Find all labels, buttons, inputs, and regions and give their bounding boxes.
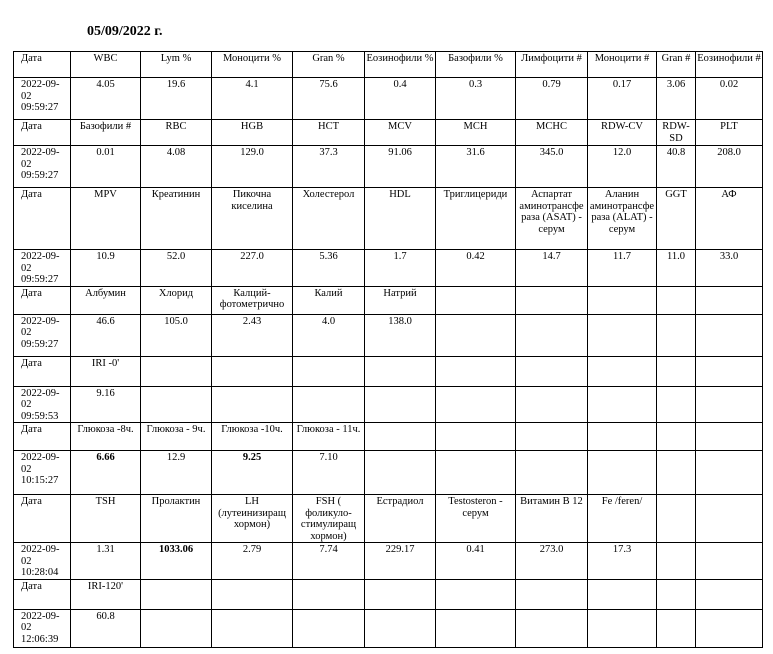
result-value-cell (436, 609, 516, 647)
date-label-cell: Дата (14, 120, 71, 146)
result-value-cell: 3.06 (657, 78, 696, 120)
test-name-cell (516, 579, 588, 609)
test-name-cell: MPV (71, 188, 141, 250)
header-row (14, 423, 763, 451)
test-name-cell (436, 356, 516, 386)
test-name-cell: GGT (657, 188, 696, 250)
test-name-cell: Калий (293, 286, 365, 314)
result-value-cell: 1.31 (71, 543, 141, 580)
test-name-cell: Албумин (71, 286, 141, 314)
test-name-cell: LH (лутеинизиращ хормон) (212, 495, 293, 543)
test-name-cell: Базофили # (71, 120, 141, 146)
test-name-cell: FSH ( фоликуло-стимулиращ хормон) (293, 495, 365, 543)
header-row (14, 120, 763, 146)
header-row (14, 356, 763, 386)
result-value-cell: 11.7 (588, 250, 657, 287)
result-value-cell: 0.01 (71, 146, 141, 188)
result-value-cell (436, 451, 516, 495)
result-value-cell (436, 386, 516, 423)
test-name-cell: Витамин В 12 (516, 495, 588, 543)
result-value-cell: 227.0 (212, 250, 293, 287)
result-value-cell: 1.7 (365, 250, 436, 287)
result-value-cell: 0.4 (365, 78, 436, 120)
result-value-cell: 4.1 (212, 78, 293, 120)
test-name-cell: IRI -0' (71, 356, 141, 386)
date-cell: 2022-09-02 09:59:27 (14, 250, 71, 287)
result-value-cell: 345.0 (516, 146, 588, 188)
result-value-cell: 0.79 (516, 78, 588, 120)
result-value-cell (696, 451, 763, 495)
test-name-cell (696, 356, 763, 386)
result-value-cell: 208.0 (696, 146, 763, 188)
result-value-cell (657, 451, 696, 495)
test-name-cell: HDL (365, 188, 436, 250)
date-cell: 2022-09-02 10:28:04 (14, 543, 71, 580)
result-value-cell: 4.05 (71, 78, 141, 120)
result-value-cell: 14.7 (516, 250, 588, 287)
date-label-cell: Дата (14, 286, 71, 314)
result-value-cell: 37.3 (293, 146, 365, 188)
result-value-cell: 2.79 (212, 543, 293, 580)
test-name-cell: Пикочна киселина (212, 188, 293, 250)
result-value-cell (657, 314, 696, 356)
header-row (14, 579, 763, 609)
result-value-cell: 17.3 (588, 543, 657, 580)
test-name-cell: Естрадиол (365, 495, 436, 543)
test-name-cell: Глюкоза -10ч. (212, 423, 293, 451)
values-row (14, 78, 763, 120)
result-value-cell (293, 609, 365, 647)
test-name-cell: MCV (365, 120, 436, 146)
result-value-cell: 5.36 (293, 250, 365, 287)
test-name-cell: HCT (293, 120, 365, 146)
test-name-cell (657, 495, 696, 543)
result-value-cell: 129.0 (212, 146, 293, 188)
result-value-cell (212, 386, 293, 423)
result-value-cell (436, 314, 516, 356)
result-value-cell: 91.06 (365, 146, 436, 188)
test-name-cell (516, 286, 588, 314)
result-value-cell (141, 386, 212, 423)
result-value-cell: 1033.06 (141, 543, 212, 580)
result-value-cell (657, 609, 696, 647)
test-name-cell: Еозинофили % (365, 52, 436, 78)
test-name-cell (365, 356, 436, 386)
result-value-cell: 4.08 (141, 146, 212, 188)
test-name-cell (141, 356, 212, 386)
test-name-cell (657, 286, 696, 314)
result-value-cell (141, 609, 212, 647)
test-name-cell: RDW-CV (588, 120, 657, 146)
test-name-cell: TSH (71, 495, 141, 543)
lab-results-table (13, 51, 763, 648)
result-value-cell: 0.42 (436, 250, 516, 287)
test-name-cell (212, 579, 293, 609)
values-row (14, 543, 763, 580)
test-name-cell: Аспартат аминотрансфераза (ASAT) - серум (516, 188, 588, 250)
date-cell: 2022-09-02 09:59:27 (14, 314, 71, 356)
header-row (14, 495, 763, 543)
test-name-cell: PLT (696, 120, 763, 146)
test-name-cell: Глюкоза -8ч. (71, 423, 141, 451)
result-value-cell: 19.6 (141, 78, 212, 120)
result-value-cell (516, 386, 588, 423)
test-name-cell: MCH (436, 120, 516, 146)
test-name-cell (696, 579, 763, 609)
result-value-cell (696, 609, 763, 647)
result-value-cell: 60.8 (71, 609, 141, 647)
test-name-cell: MCHC (516, 120, 588, 146)
result-value-cell (588, 451, 657, 495)
test-name-cell (588, 286, 657, 314)
date-label-cell: Дата (14, 188, 71, 250)
date-cell: 2022-09-02 09:59:27 (14, 146, 71, 188)
result-value-cell: 75.6 (293, 78, 365, 120)
test-name-cell: Lym % (141, 52, 212, 78)
date-cell: 2022-09-02 09:59:27 (14, 78, 71, 120)
result-value-cell: 105.0 (141, 314, 212, 356)
result-value-cell: 12.0 (588, 146, 657, 188)
test-name-cell: Хлорид (141, 286, 212, 314)
test-name-cell (657, 423, 696, 451)
header-row (14, 52, 763, 78)
test-name-cell: Моноцити # (588, 52, 657, 78)
test-name-cell: Gran % (293, 52, 365, 78)
result-value-cell (696, 314, 763, 356)
result-value-cell: 33.0 (696, 250, 763, 287)
test-name-cell: Калций-фотометрично (212, 286, 293, 314)
test-name-cell (696, 495, 763, 543)
date-label-cell: Дата (14, 423, 71, 451)
test-name-cell: Креатинин (141, 188, 212, 250)
test-name-cell (293, 356, 365, 386)
result-value-cell (365, 609, 436, 647)
result-value-cell: 12.9 (141, 451, 212, 495)
date-cell: 2022-09-02 09:59:53 (14, 386, 71, 423)
test-name-cell: Еозинофили # (696, 52, 763, 78)
result-value-cell (365, 386, 436, 423)
test-name-cell (696, 423, 763, 451)
test-name-cell (516, 423, 588, 451)
test-name-cell: Testosteron - серум (436, 495, 516, 543)
result-value-cell: 229.17 (365, 543, 436, 580)
header-row (14, 188, 763, 250)
result-value-cell: 7.10 (293, 451, 365, 495)
date-label-cell: Дата (14, 579, 71, 609)
date-cell: 2022-09-02 12:06:39 (14, 609, 71, 647)
result-value-cell (212, 609, 293, 647)
result-value-cell (293, 386, 365, 423)
date-label-cell: Дата (14, 52, 71, 78)
result-value-cell: 9.16 (71, 386, 141, 423)
result-value-cell: 0.3 (436, 78, 516, 120)
result-value-cell (657, 543, 696, 580)
test-name-cell: Моноцити % (212, 52, 293, 78)
values-row (14, 609, 763, 647)
result-value-cell (516, 609, 588, 647)
result-value-cell (696, 543, 763, 580)
result-value-cell: 7.74 (293, 543, 365, 580)
date-label-cell: Дата (14, 356, 71, 386)
result-value-cell: 9.25 (212, 451, 293, 495)
test-name-cell: Аланин аминотрансфераза (ALAT) - серум (588, 188, 657, 250)
result-value-cell: 138.0 (365, 314, 436, 356)
test-name-cell (212, 356, 293, 386)
date-label-cell: Дата (14, 495, 71, 543)
test-name-cell (516, 356, 588, 386)
test-name-cell (293, 579, 365, 609)
result-value-cell (588, 314, 657, 356)
result-value-cell (696, 386, 763, 423)
values-row (14, 386, 763, 423)
test-name-cell (657, 579, 696, 609)
test-name-cell (588, 579, 657, 609)
result-value-cell: 273.0 (516, 543, 588, 580)
test-name-cell: АФ (696, 188, 763, 250)
test-name-cell: RBC (141, 120, 212, 146)
result-value-cell: 4.0 (293, 314, 365, 356)
test-name-cell: Пролактин (141, 495, 212, 543)
values-row (14, 250, 763, 287)
test-name-cell: WBC (71, 52, 141, 78)
result-value-cell (657, 386, 696, 423)
test-name-cell: Триглицериди (436, 188, 516, 250)
test-name-cell (588, 356, 657, 386)
test-name-cell (365, 423, 436, 451)
result-value-cell (516, 451, 588, 495)
test-name-cell (436, 286, 516, 314)
test-name-cell: Базофили % (436, 52, 516, 78)
result-value-cell: 52.0 (141, 250, 212, 287)
test-name-cell (588, 423, 657, 451)
test-name-cell: Лимфоцити # (516, 52, 588, 78)
test-name-cell (696, 286, 763, 314)
test-name-cell: RDW-SD (657, 120, 696, 146)
test-name-cell: Натрий (365, 286, 436, 314)
test-name-cell (657, 356, 696, 386)
test-name-cell: Глюкоза - 9ч. (141, 423, 212, 451)
result-value-cell: 10.9 (71, 250, 141, 287)
result-value-cell (588, 386, 657, 423)
result-value-cell (588, 609, 657, 647)
test-name-cell (141, 579, 212, 609)
result-value-cell: 0.41 (436, 543, 516, 580)
result-value-cell: 40.8 (657, 146, 696, 188)
result-value-cell: 0.02 (696, 78, 763, 120)
result-value-cell: 11.0 (657, 250, 696, 287)
document-title: 05/09/2022 г. (87, 24, 163, 39)
test-name-cell: Gran # (657, 52, 696, 78)
test-name-cell (436, 579, 516, 609)
test-name-cell: HGB (212, 120, 293, 146)
result-value-cell (516, 314, 588, 356)
test-name-cell: Холестерол (293, 188, 365, 250)
header-row (14, 286, 763, 314)
result-value-cell: 0.17 (588, 78, 657, 120)
result-value-cell: 6.66 (71, 451, 141, 495)
result-value-cell: 31.6 (436, 146, 516, 188)
values-row (14, 146, 763, 188)
test-name-cell (365, 579, 436, 609)
values-row (14, 451, 763, 495)
result-value-cell: 46.6 (71, 314, 141, 356)
values-row (14, 314, 763, 356)
test-name-cell: IRI-120' (71, 579, 141, 609)
test-name-cell: Глюкоза - 11ч. (293, 423, 365, 451)
date-cell: 2022-09-02 10:15:27 (14, 451, 71, 495)
test-name-cell (436, 423, 516, 451)
result-value-cell (365, 451, 436, 495)
result-value-cell: 2.43 (212, 314, 293, 356)
test-name-cell: Fe /feren/ (588, 495, 657, 543)
